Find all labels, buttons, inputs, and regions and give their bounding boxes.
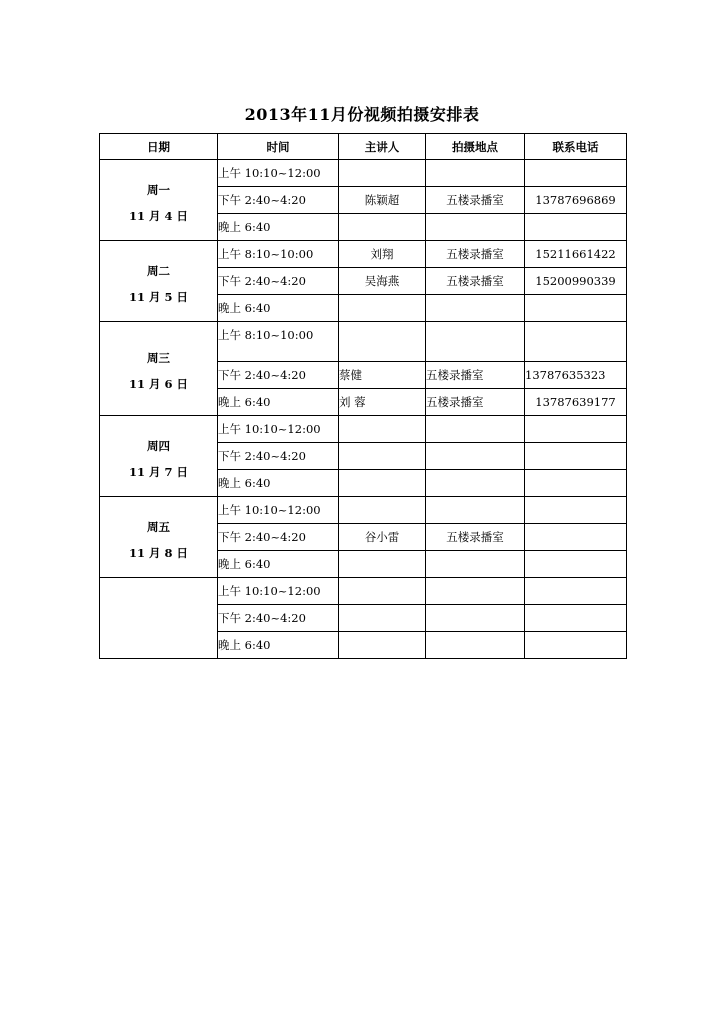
header-phone: 联系电话 — [525, 134, 627, 160]
time-cell: 上午 10:10~12:00 — [218, 578, 339, 605]
day-cell — [100, 578, 218, 659]
location-cell: 五楼录播室 — [426, 268, 525, 295]
phone-cell: 15200990339 — [525, 268, 627, 295]
time-cell: 下午 2:40~4:20 — [218, 268, 339, 295]
phone-cell: 15211661422 — [525, 241, 627, 268]
speaker-cell — [339, 551, 426, 578]
time-cell: 下午 2:40~4:20 — [218, 187, 339, 214]
date-label: 11 月 6 日 — [128, 377, 189, 391]
date-label: 11 月 8 日 — [128, 545, 189, 560]
time-cell: 晚上 6:40 — [218, 389, 339, 416]
phone-cell: 13787696869 — [525, 187, 627, 214]
phone-cell — [525, 497, 627, 524]
header-date: 日期 — [100, 134, 218, 160]
speaker-cell: 刘 蓉 — [339, 389, 426, 416]
header-speaker: 主讲人 — [339, 134, 426, 160]
speaker-cell — [339, 497, 426, 524]
location-cell — [426, 605, 525, 632]
time-cell: 晚上 6:40 — [218, 551, 339, 578]
weekday-label: 周一 — [147, 182, 170, 197]
date-label: 11 月 4 日 — [128, 208, 189, 223]
speaker-cell — [339, 605, 426, 632]
speaker-cell: 谷小雷 — [339, 524, 426, 551]
time-cell: 下午 2:40~4:20 — [218, 524, 339, 551]
header-time: 时间 — [218, 134, 339, 160]
speaker-cell — [339, 470, 426, 497]
header-row — [100, 134, 627, 160]
time-cell: 晚上 6:40 — [218, 632, 339, 659]
table-row — [100, 497, 627, 524]
date-label: 11 月 7 日 — [128, 464, 189, 479]
phone-cell — [525, 416, 627, 443]
table-row — [100, 578, 627, 605]
phone-cell — [525, 322, 627, 362]
location-cell: 五楼录播室 — [426, 362, 525, 389]
phone-cell — [525, 632, 627, 659]
speaker-cell — [339, 578, 426, 605]
day-cell — [100, 497, 218, 578]
table-row — [100, 416, 627, 443]
table-row — [100, 241, 627, 268]
date-label: 11 月 5 日 — [128, 289, 189, 304]
phone-cell — [525, 578, 627, 605]
speaker-cell: 刘翔 — [339, 241, 426, 268]
time-cell: 下午 2:40~4:20 — [218, 362, 339, 389]
location-cell — [426, 551, 525, 578]
schedule-table — [99, 133, 627, 659]
time-cell: 上午 10:10~12:00 — [218, 416, 339, 443]
location-cell — [426, 443, 525, 470]
weekday-label: 周五 — [147, 519, 170, 534]
location-cell: 五楼录播室 — [426, 187, 525, 214]
speaker-cell — [339, 416, 426, 443]
day-cell — [100, 416, 218, 497]
weekday-label: 周四 — [147, 438, 170, 453]
document-title: 2013年11月份视频拍摄安排表 — [244, 105, 480, 124]
phone-cell — [525, 470, 627, 497]
header-location: 拍摄地点 — [426, 134, 525, 160]
time-cell: 晚上 6:40 — [218, 214, 339, 241]
location-cell — [426, 214, 525, 241]
location-cell — [426, 160, 525, 187]
time-cell: 上午 8:10~10:00 — [218, 241, 339, 268]
weekday-label: 周二 — [147, 263, 170, 278]
speaker-cell — [339, 214, 426, 241]
speaker-cell — [339, 160, 426, 187]
time-cell: 晚上 6:40 — [218, 295, 339, 322]
location-cell — [426, 497, 525, 524]
weekday-label: 周三 — [147, 351, 170, 365]
phone-cell — [525, 295, 627, 322]
location-cell — [426, 416, 525, 443]
location-cell — [426, 578, 525, 605]
day-cell — [100, 322, 218, 416]
location-cell: 五楼录播室 — [426, 389, 525, 416]
phone-cell: 13787635323 — [525, 362, 627, 389]
speaker-cell — [339, 295, 426, 322]
phone-cell — [525, 160, 627, 187]
speaker-cell: 吴海燕 — [339, 268, 426, 295]
location-cell — [426, 322, 525, 362]
day-cell — [100, 241, 218, 322]
time-cell: 下午 2:40~4:20 — [218, 443, 339, 470]
phone-cell — [525, 551, 627, 578]
speaker-cell — [339, 632, 426, 659]
phone-cell — [525, 443, 627, 470]
location-cell — [426, 295, 525, 322]
day-cell — [100, 160, 218, 241]
location-cell — [426, 470, 525, 497]
time-cell: 晚上 6:40 — [218, 470, 339, 497]
speaker-cell — [339, 443, 426, 470]
table-row — [100, 322, 627, 362]
location-cell: 五楼录播室 — [426, 241, 525, 268]
phone-cell — [525, 214, 627, 241]
phone-cell: 13787639177 — [525, 389, 627, 416]
speaker-cell: 陈颖超 — [339, 187, 426, 214]
location-cell — [426, 632, 525, 659]
phone-cell — [525, 605, 627, 632]
time-cell: 上午 10:10~12:00 — [218, 160, 339, 187]
speaker-cell: 蔡健 — [339, 362, 426, 389]
table-row — [100, 160, 627, 187]
time-cell: 上午 8:10~10:00 — [218, 322, 339, 362]
location-cell: 五楼录播室 — [426, 524, 525, 551]
time-cell: 下午 2:40~4:20 — [218, 605, 339, 632]
speaker-cell — [339, 322, 426, 362]
phone-cell — [525, 524, 627, 551]
time-cell: 上午 10:10~12:00 — [218, 497, 339, 524]
